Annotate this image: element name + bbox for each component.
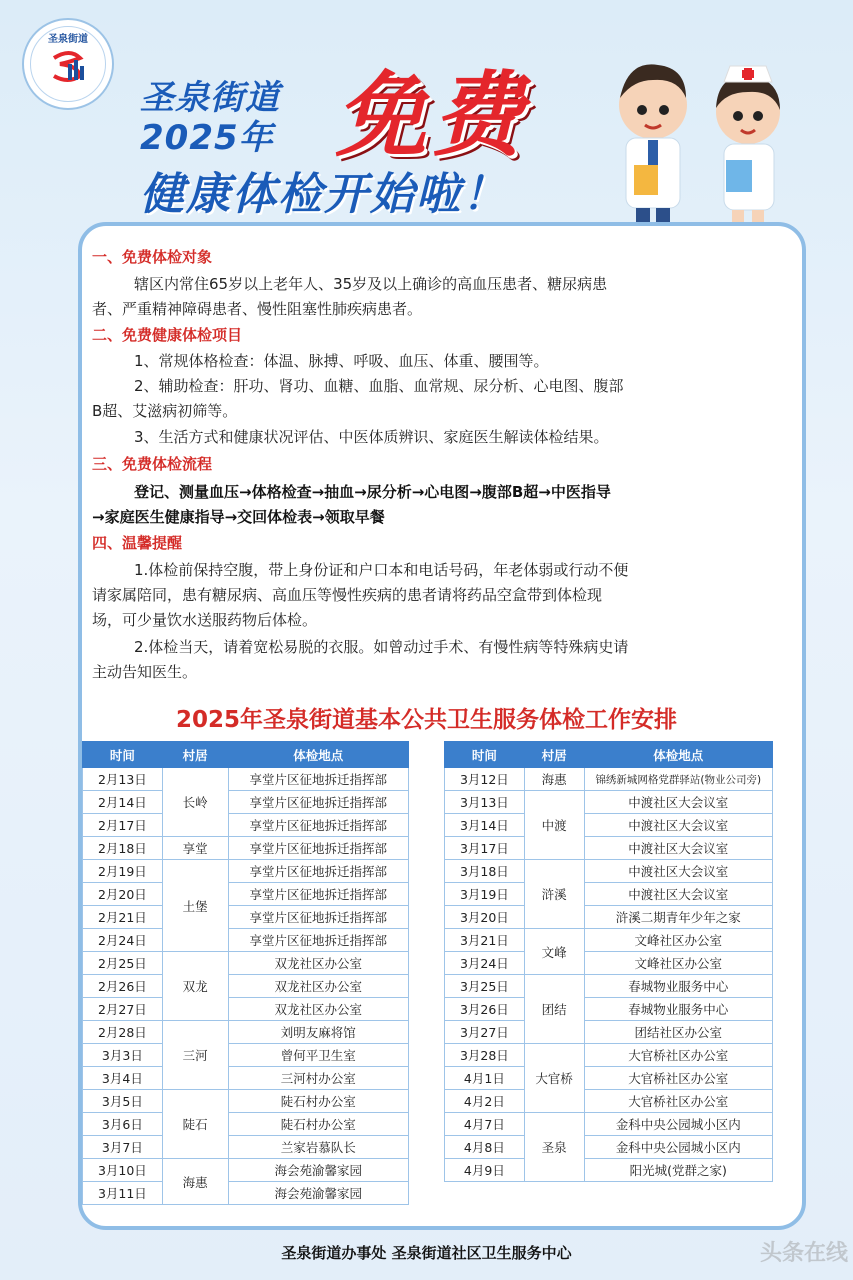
section-4-title: 四、温馨提醒 — [92, 534, 183, 552]
table-row — [445, 1044, 773, 1067]
table-row — [445, 768, 773, 791]
date-cell: 2月14日 — [83, 791, 163, 814]
date-cell: 3月18日 — [445, 860, 525, 883]
table-row — [445, 998, 773, 1021]
table-row — [445, 952, 773, 975]
date-cell: 3月20日 — [445, 906, 525, 929]
logo-mark-icon — [50, 50, 90, 84]
village-cell: 海惠 — [524, 768, 584, 791]
table-row — [445, 860, 773, 883]
table-row — [83, 1113, 409, 1136]
location-cell: 中渡社区大会议室 — [584, 837, 772, 860]
location-cell: 享堂片区征地拆迁指挥部 — [228, 883, 408, 906]
col-header-location: 体检地点 — [228, 742, 408, 768]
village-cell: 文峰 — [524, 929, 584, 975]
table-row — [83, 998, 409, 1021]
section-2-line1: 1、常规体格检查：体温、脉搏、呼吸、血压、体重、腰围等。 — [134, 352, 549, 370]
table-row — [445, 837, 773, 860]
village-cell: 大官桥 — [524, 1044, 584, 1113]
location-cell: 中渡社区大会议室 — [584, 814, 772, 837]
table-row — [445, 814, 773, 837]
location-cell: 大官桥社区办公室 — [584, 1090, 772, 1113]
watermark: 头条在线 — [760, 1241, 849, 1266]
location-cell: 大官桥社区办公室 — [584, 1067, 772, 1090]
date-cell: 2月17日 — [83, 814, 163, 837]
date-cell: 3月3日 — [83, 1044, 163, 1067]
date-cell: 3月27日 — [445, 1021, 525, 1044]
location-cell: 中渡社区大会议室 — [584, 791, 772, 814]
table-row — [83, 1044, 409, 1067]
section-1-line1: 辖区内常住65岁以上老年人、35岁及以上确诊的高血压患者、糖尿病患 — [134, 275, 608, 293]
date-cell: 4月1日 — [445, 1067, 525, 1090]
table-row — [83, 929, 409, 952]
date-cell: 4月9日 — [445, 1159, 525, 1182]
location-cell: 浒溪二期青年少年之家 — [584, 906, 772, 929]
table-row — [83, 837, 409, 860]
date-cell: 3月17日 — [445, 837, 525, 860]
location-cell: 曾何平卫生室 — [228, 1044, 408, 1067]
date-cell: 3月6日 — [83, 1113, 163, 1136]
date-cell: 2月19日 — [83, 860, 163, 883]
table-row — [445, 1021, 773, 1044]
col-header-village: 村居 — [162, 742, 228, 768]
date-cell: 3月12日 — [445, 768, 525, 791]
date-cell: 3月5日 — [83, 1090, 163, 1113]
date-cell: 2月27日 — [83, 998, 163, 1021]
village-cell: 土堡 — [162, 860, 228, 952]
location-cell: 中渡社区大会议室 — [584, 860, 772, 883]
header-subtitle: 健康体检开始啦！ — [140, 169, 508, 220]
location-cell: 兰家岩慕队长 — [228, 1136, 408, 1159]
table-row — [445, 1090, 773, 1113]
table-row — [83, 1182, 409, 1205]
section-4-line4: 2.体检当天，请着宽松易脱的衣服。如曾动过手术、有慢性病等特殊病史请 — [134, 638, 629, 656]
village-cell: 长岭 — [162, 768, 228, 837]
location-cell: 金科中央公园城小区内 — [584, 1113, 772, 1136]
village-cell: 中渡 — [524, 791, 584, 860]
location-cell: 中渡社区大会议室 — [584, 883, 772, 906]
table-row — [445, 791, 773, 814]
doctors-illustration-icon — [598, 30, 798, 240]
location-cell: 三河村办公室 — [228, 1067, 408, 1090]
schedule-title: 2025年圣泉街道基本公共卫生服务体检工作安排 — [175, 707, 677, 733]
date-cell: 4月2日 — [445, 1090, 525, 1113]
location-cell: 享堂片区征地拆迁指挥部 — [228, 791, 408, 814]
date-cell: 3月26日 — [445, 998, 525, 1021]
street-logo — [22, 18, 114, 110]
village-cell: 双龙 — [162, 952, 228, 1021]
location-cell: 阳光城(党群之家) — [584, 1159, 772, 1182]
date-cell: 2月28日 — [83, 1021, 163, 1044]
section-2-line4: 3、生活方式和健康状况评估、中医体质辨识、家庭医生解读体检结果。 — [134, 428, 609, 446]
schedule-table-right — [444, 741, 773, 1182]
location-cell: 春城物业服务中心 — [584, 998, 772, 1021]
header-year: 2025年 — [140, 118, 274, 158]
location-cell: 陡石村办公室 — [228, 1113, 408, 1136]
location-cell: 享堂片区征地拆迁指挥部 — [228, 929, 408, 952]
location-cell: 海会苑渝馨家园 — [228, 1182, 408, 1205]
section-4-line1: 1.体检前保持空腹，带上身份证和户口本和电话号码，年老体弱或行动不便 — [134, 561, 629, 579]
table-row — [83, 791, 409, 814]
table-row — [83, 1067, 409, 1090]
col-header-date: 时间 — [83, 742, 163, 768]
table-row — [83, 1021, 409, 1044]
table-row — [83, 860, 409, 883]
section-2-title: 二、免费健康体检项目 — [92, 326, 243, 344]
date-cell: 3月14日 — [445, 814, 525, 837]
table-row — [83, 1159, 409, 1182]
location-cell: 团结社区办公室 — [584, 1021, 772, 1044]
date-cell: 2月21日 — [83, 906, 163, 929]
table-row — [83, 975, 409, 998]
table-row — [445, 1159, 773, 1182]
footer-organizations: 圣泉街道办事处 圣泉街道社区卫生服务中心 — [281, 1244, 572, 1262]
date-cell: 2月18日 — [83, 837, 163, 860]
date-cell: 3月21日 — [445, 929, 525, 952]
table-row — [445, 975, 773, 998]
col-header-village: 村居 — [524, 742, 584, 768]
location-cell: 享堂片区征地拆迁指挥部 — [228, 814, 408, 837]
date-cell: 3月7日 — [83, 1136, 163, 1159]
date-cell: 3月4日 — [83, 1067, 163, 1090]
table-row — [83, 906, 409, 929]
table-row — [83, 883, 409, 906]
location-cell: 享堂片区征地拆迁指挥部 — [228, 860, 408, 883]
table-row — [445, 929, 773, 952]
table-row — [83, 1136, 409, 1159]
table-row — [83, 1090, 409, 1113]
village-cell: 圣泉 — [524, 1113, 584, 1182]
location-cell: 陡石村办公室 — [228, 1090, 408, 1113]
location-cell: 锦绣新城网格党群驿站(物业公司旁) — [584, 768, 772, 791]
table-row — [83, 814, 409, 837]
section-4-line5: 主动告知医生。 — [92, 663, 198, 681]
table-row — [445, 906, 773, 929]
village-cell: 海惠 — [162, 1159, 228, 1205]
col-header-location: 体检地点 — [584, 742, 772, 768]
date-cell: 3月28日 — [445, 1044, 525, 1067]
section-3-title: 三、免费体检流程 — [92, 455, 213, 473]
village-cell: 团结 — [524, 975, 584, 1044]
location-cell: 文峰社区办公室 — [584, 929, 772, 952]
date-cell: 3月11日 — [83, 1182, 163, 1205]
date-cell: 2月13日 — [83, 768, 163, 791]
date-cell: 4月8日 — [445, 1136, 525, 1159]
section-1-title: 一、免费体检对象 — [92, 248, 213, 266]
table-row — [445, 1136, 773, 1159]
section-2-line3: B超、艾滋病初筛等。 — [92, 402, 238, 420]
village-cell: 三河 — [162, 1021, 228, 1090]
location-cell: 双龙社区办公室 — [228, 975, 408, 998]
section-1-line2: 者、严重精神障碍患者、慢性阻塞性肺疾病患者。 — [92, 300, 423, 318]
date-cell: 2月20日 — [83, 883, 163, 906]
date-cell: 4月7日 — [445, 1113, 525, 1136]
section-2-line2: 2、辅助检查：肝功、肾功、血糖、血脂、血常规、尿分析、心电图、腹部 — [134, 377, 624, 395]
location-cell: 双龙社区办公室 — [228, 952, 408, 975]
date-cell: 3月24日 — [445, 952, 525, 975]
table-row — [83, 952, 409, 975]
table-row — [445, 1067, 773, 1090]
date-cell: 3月25日 — [445, 975, 525, 998]
date-cell: 2月26日 — [83, 975, 163, 998]
location-cell: 春城物业服务中心 — [584, 975, 772, 998]
logo-text: 圣泉街道 — [48, 34, 88, 45]
col-header-date: 时间 — [445, 742, 525, 768]
location-cell: 双龙社区办公室 — [228, 998, 408, 1021]
schedule-table-left — [82, 741, 409, 1205]
date-cell: 2月25日 — [83, 952, 163, 975]
location-cell: 享堂片区征地拆迁指挥部 — [228, 768, 408, 791]
village-cell: 浒溪 — [524, 860, 584, 929]
table-row — [445, 1113, 773, 1136]
header-free: 免费 — [335, 62, 528, 169]
location-cell: 金科中央公园城小区内 — [584, 1136, 772, 1159]
date-cell: 2月24日 — [83, 929, 163, 952]
section-4-line2: 请家属陪同，患有糖尿病、高血压等慢性疾病的患者请将药品空盒带到体检现 — [92, 586, 603, 604]
table-row — [445, 883, 773, 906]
village-cell: 陡石 — [162, 1090, 228, 1159]
location-cell: 大官桥社区办公室 — [584, 1044, 772, 1067]
location-cell: 享堂片区征地拆迁指挥部 — [228, 906, 408, 929]
header-street: 圣泉街道 — [140, 78, 280, 118]
date-cell: 3月13日 — [445, 791, 525, 814]
location-cell: 刘明友麻将馆 — [228, 1021, 408, 1044]
date-cell: 3月10日 — [83, 1159, 163, 1182]
location-cell: 享堂片区征地拆迁指挥部 — [228, 837, 408, 860]
village-cell: 享堂 — [162, 837, 228, 860]
section-3-line2: →家庭医生健康指导→交回体检表→领取早餐 — [92, 508, 385, 526]
location-cell: 文峰社区办公室 — [584, 952, 772, 975]
date-cell: 3月19日 — [445, 883, 525, 906]
section-3-line1: 登记、测量血压→体格检查→抽血→尿分析→心电图→腹部B超→中医指导 — [134, 483, 611, 501]
location-cell: 海会苑渝馨家园 — [228, 1159, 408, 1182]
table-row — [83, 768, 409, 791]
section-4-line3: 场，可少量饮水送服药物后体检。 — [92, 611, 318, 629]
